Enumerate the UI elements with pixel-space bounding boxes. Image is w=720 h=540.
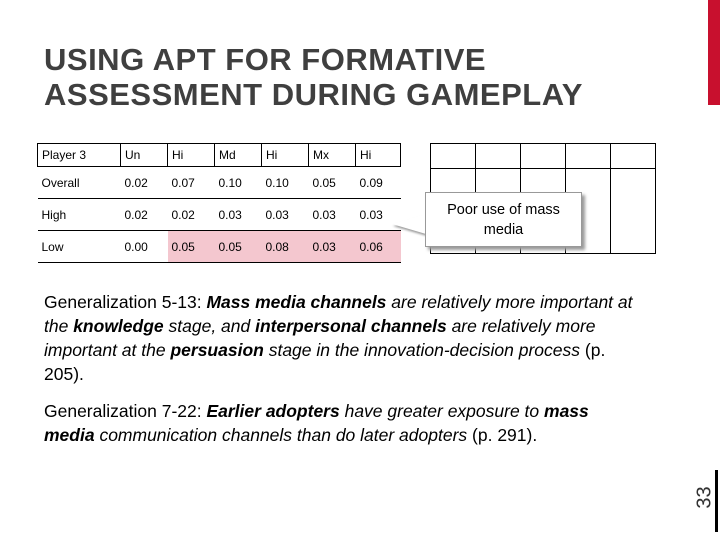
header-cell: Player 3: [38, 144, 121, 167]
text-run: persuasion: [170, 340, 264, 360]
text-run: Generalization 5-13:: [44, 292, 207, 312]
generalization-5-13: [44, 290, 644, 386]
text-run: interpersonal channels: [255, 316, 447, 336]
accent-bar: [708, 0, 720, 105]
table-cell: 0.03: [215, 199, 262, 231]
header-cell: Hi: [168, 144, 215, 167]
callout-pointer: [392, 214, 426, 234]
table-cell-highlighted: 0.06: [356, 231, 401, 263]
callout-box: [425, 192, 582, 247]
table-cell: 0.10: [215, 167, 262, 199]
text-run: (p. 205).: [44, 340, 606, 384]
header-cell: Un: [121, 144, 168, 167]
generalization-7-22: [44, 399, 644, 447]
table-cell: 0.02: [168, 199, 215, 231]
header-cell: Hi: [356, 144, 401, 167]
table-cell: 0.00: [121, 231, 168, 263]
table-cell-highlighted: 0.03: [309, 231, 356, 263]
header-cell: Hi: [262, 144, 309, 167]
header-cell: Md: [215, 144, 262, 167]
header-cell: Mx: [309, 144, 356, 167]
text-run: are relatively more important at the: [44, 292, 633, 336]
table-cell: 0.10: [262, 167, 309, 199]
table-header-row: [38, 144, 401, 167]
text-run: Earlier adopters: [206, 401, 340, 421]
table-cell-highlighted: 0.05: [215, 231, 262, 263]
text-run: communication channels than do later adopters: [94, 425, 468, 445]
table-row: [38, 167, 401, 199]
table-cell: 0.02: [121, 167, 168, 199]
table-row: [38, 231, 401, 263]
table-cell-highlighted: 0.05: [168, 231, 215, 263]
text-run: mass media: [44, 401, 589, 445]
slide-title: USING APT FOR FORMATIVE ASSESSMENT DURING GAMEPLAY: [44, 42, 583, 112]
row-label: Low: [38, 231, 121, 263]
table-cell: 0.09: [356, 167, 401, 199]
text-run: stage in the innovation-decision process: [263, 340, 581, 360]
table-cell: 0.03: [356, 199, 401, 231]
table-cell: 0.03: [262, 199, 309, 231]
row-label: Overall: [38, 167, 121, 199]
text-run: stage, and: [163, 316, 256, 336]
text-run: are relatively more important at the: [44, 316, 596, 360]
text-run: (p. 291).: [467, 425, 538, 445]
table-cell: 0.07: [168, 167, 215, 199]
data-table: [37, 143, 401, 263]
table-row: [38, 199, 401, 231]
page-number-text: 33: [693, 486, 716, 509]
text-run: Mass media channels: [206, 292, 387, 312]
row-label: High: [38, 199, 121, 231]
table-cell-highlighted: 0.08: [262, 231, 309, 263]
table-cell: 0.05: [309, 167, 356, 199]
table-cell: 0.02: [121, 199, 168, 231]
text-run: knowledge: [73, 316, 164, 336]
page-number-bar: [715, 470, 718, 532]
table-cell: 0.03: [309, 199, 356, 231]
callout-text: Poor use of mass media: [447, 201, 560, 238]
text-run: have greater exposure to: [339, 401, 545, 421]
text-run: Generalization 7-22:: [44, 401, 207, 421]
